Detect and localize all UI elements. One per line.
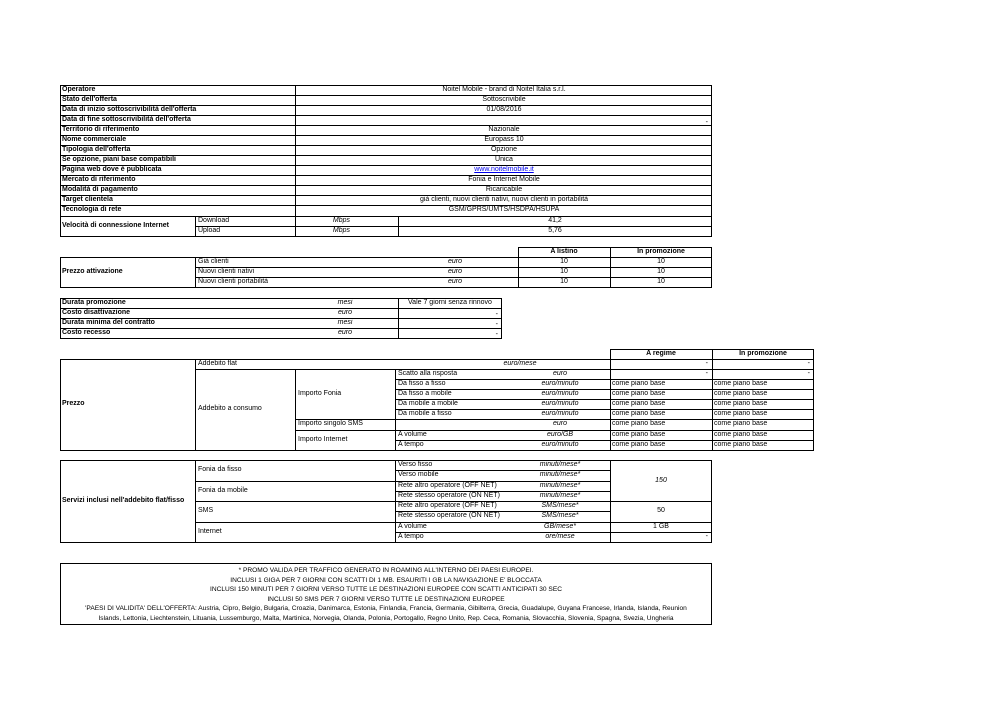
activation-row-promo: 10: [657, 258, 665, 265]
activation-row-promo: 10: [657, 278, 665, 285]
importo-internet-label: Importo Internet: [298, 436, 348, 443]
fonia-mobile-label: Fonia da mobile: [198, 487, 248, 494]
fonia-fisso-label: Fonia da fisso: [198, 466, 242, 473]
info-row-label: Tipologia dell'offerta: [62, 146, 131, 153]
prezzo-row-promo: -: [807, 370, 810, 377]
info-row-value: già clienti, nuovi clienti nativi, nuovi clienti in portabilità: [419, 196, 589, 203]
activation-row-promo: 10: [657, 268, 665, 275]
activation-row-unit: euro: [447, 268, 462, 275]
servizi-row-label: A tempo: [398, 532, 424, 540]
servizi-row-unit: minuti/mese*: [539, 491, 581, 499]
importo-fonia-label: Importo Fonia: [298, 390, 342, 397]
servizi-label: Servizi inclusi nell'addebito flat/fisso: [62, 497, 185, 504]
prezzo-row-label: Scatto alla risposta: [398, 370, 458, 377]
prezzo-row-unit: euro/minuto: [541, 380, 579, 387]
importo-sms-label: Importo singolo SMS: [298, 420, 363, 427]
servizi-row-unit: SMS/mese*: [541, 502, 579, 509]
prezzo-row-unit: euro/minuto: [541, 390, 579, 397]
prezzo-row-label: A volume: [398, 431, 427, 438]
note-line: INCLUSI 150 MINUTI PER 7 GIORNI VERSO TUTTE LE DESTINAZIONI EUROPEE CON SCATTI ANTICIPATI 30 SEC: [210, 586, 562, 593]
prezzo-row-label: Da mobile a mobile: [398, 400, 458, 407]
info-row-label: Nome commerciale: [62, 136, 127, 143]
duration-row-value: Vale 7 giorni senza rinnovo: [408, 299, 492, 306]
prezzo-row-promo: come piano base: [714, 410, 768, 417]
addebito-flat-promo: -: [807, 360, 810, 367]
info-row-value: Nazionale: [488, 126, 520, 133]
duration-row-label: Durata promozione: [62, 299, 126, 306]
duration-row-value: -: [495, 311, 498, 318]
prezzo-row-promo: come piano base: [714, 431, 768, 438]
info-row-value: Ricaricabile: [485, 186, 523, 193]
servizi-row-label: Rete stesso operatore (ON NET): [398, 512, 500, 520]
prezzo-row-promo: come piano base: [714, 400, 768, 407]
info-row-label: Pagina web dove è pubblicata: [62, 166, 162, 173]
info-row-label: Data di inizio sottoscrivibilità dell'offerta: [62, 106, 197, 113]
servizi-row-unit: minuti/mese*: [539, 481, 581, 489]
info-row-label: Stato dell'offerta: [62, 96, 117, 103]
activation-col-listino: A listino: [550, 248, 578, 255]
prezzo-row-regime: come piano base: [612, 420, 666, 427]
download-label: Download: [198, 217, 230, 224]
info-row-label: Mercato di riferimento: [62, 176, 136, 183]
info-row-value: Sottoscrivibile: [482, 96, 526, 103]
info-row-label: Se opzione, piani base compatibili: [62, 156, 176, 163]
prezzo-row-regime: come piano base: [612, 390, 666, 397]
prezzo-row-promo: come piano base: [714, 390, 768, 397]
activation-row-listino: 10: [560, 268, 568, 275]
note-line: 'PAESI DI VALIDITA' DELL'OFFERTA: Austria, Cipro, Belgio, Bulgaria, Croazia, Danimarca, Estonia, Finlandia, Francia, Germania, Gibilterra, Grecia, Guadalupe, Guyana Francese, Irlanda, Islanda, Reunion: [85, 605, 687, 612]
info-row-value: -: [705, 119, 708, 126]
duration-row-unit: euro: [337, 309, 352, 316]
activation-row-label: Già clienti: [198, 258, 229, 265]
info-row-label: Territorio di riferimento: [62, 126, 140, 133]
duration-row-value: -: [495, 331, 498, 338]
prezzo-col-promo: In promozione: [739, 350, 787, 357]
tempo-value: -: [705, 533, 708, 540]
prezzo-row-regime: come piano base: [612, 400, 666, 407]
servizi-row-label: Verso fisso: [398, 461, 433, 468]
duration-row-value: -: [495, 321, 498, 328]
activation-label: Prezzo attivazione: [62, 268, 123, 275]
activation-row-unit: euro: [447, 258, 462, 265]
servizi-row-unit: ore/mese: [545, 532, 575, 540]
prezzo-row-regime: come piano base: [612, 380, 666, 387]
prezzo-row-promo: come piano base: [714, 441, 768, 448]
prezzo-row-regime: come piano base: [612, 431, 666, 438]
download-unit: Mbps: [332, 217, 350, 224]
upload-unit: Mbps: [332, 227, 350, 234]
servizi-row-label: Rete stesso operatore (ON NET): [398, 491, 500, 499]
prezzo-row-regime: -: [705, 370, 708, 377]
prezzo-col-regime: A regime: [646, 350, 676, 357]
addebito-flat-label: Addebito flat: [198, 360, 237, 367]
info-row-label: Modalità di pagamento: [62, 186, 138, 193]
sms-label: SMS: [198, 507, 214, 514]
duration-row-unit: mesi: [337, 299, 353, 306]
duration-row-label: Costo recesso: [62, 329, 111, 336]
servizi-row-unit: GB/mese*: [544, 522, 576, 530]
prezzo-row-unit: euro/minuto: [541, 441, 579, 448]
addebito-consumo-label: Addebito a consumo: [198, 405, 262, 412]
info-row-label: Tecnologia di rete: [62, 206, 122, 213]
prezzo-row-promo: come piano base: [714, 420, 768, 427]
duration-row-unit: mesi: [337, 319, 353, 326]
info-row-value: Noitel Mobile - brand di Noitel Italia s.r.l.: [442, 86, 566, 93]
activation-col-promo: In promozione: [637, 248, 685, 255]
website-link[interactable]: www.noitelmobile.it: [474, 166, 534, 173]
speed-label: Velocità di connessione Internet: [62, 222, 169, 229]
info-row-label: Data di fine sottoscrivibilità dell'offerta: [62, 116, 191, 123]
addebito-flat-regime: -: [705, 360, 708, 367]
info-row-value: Fonia e Internet Mobile: [468, 176, 540, 183]
info-row-value: Europass 10: [484, 136, 524, 143]
prezzo-row-unit: euro: [552, 420, 567, 427]
activation-row-label: Nuovi clienti nativi: [198, 268, 255, 275]
info-row-value: Opzione: [490, 146, 518, 153]
note-line: * PROMO VALIDA PER TRAFFICO GENERATO IN ROAMING ALL'INTERNO DEI PAESI EUROPEI.: [238, 567, 534, 574]
prezzo-row-regime: come piano base: [612, 410, 666, 417]
prezzo-row-regime: come piano base: [612, 441, 666, 448]
note-line: Islands, Lettonia, Liechtenstein, Lituania, Lussemburgo, Malta, Martinica, Norvegia, Olanda, Polonia, Portogallo, Regno Unito, Rep. Ceca, Romania, Slovacchia, Slovenia, Spagna, Svezia, Ungheria: [98, 614, 674, 622]
prezzo-row-label: Da fisso a mobile: [398, 390, 452, 397]
servizi-row-label: A volume: [398, 522, 427, 530]
prezzo-row-unit: euro/GB: [546, 431, 574, 438]
prezzo-row-unit: euro: [552, 370, 567, 377]
duration-row-unit: euro: [337, 329, 352, 336]
minuti-value: 150: [655, 477, 667, 484]
activation-row-listino: 10: [560, 278, 568, 285]
gb-value: 1 GB: [653, 523, 669, 530]
internet-label: Internet: [198, 528, 222, 535]
prezzo-row-unit: euro/minuto: [541, 410, 579, 417]
servizi-row-label: Verso mobile: [398, 471, 439, 479]
activation-row-listino: 10: [560, 258, 568, 265]
info-row-value: GSM/GPRS/UMTS/HSDPA/HSUPA: [448, 206, 560, 213]
servizi-row-label: Rete altro operatore (OFF NET): [398, 481, 497, 489]
prezzo-row-promo: come piano base: [714, 380, 768, 387]
servizi-row-label: Rete altro operatore (OFF NET): [398, 502, 497, 509]
info-row-value: Unica: [495, 156, 513, 163]
prezzo-row-label: A tempo: [398, 441, 424, 448]
prezzo-row-label: Da mobile a fisso: [398, 410, 452, 417]
upload-label: Upload: [198, 227, 221, 234]
note-line: INCLUSI 50 SMS PER 7 GIORNI VERSO TUTTE LE DESTINAZIONI EUROPEE: [267, 595, 505, 603]
addebito-flat-unit: euro/mese: [503, 360, 537, 367]
servizi-row-unit: minuti/mese*: [539, 471, 581, 479]
upload-value: 5,76: [548, 227, 562, 234]
prezzo-row-unit: euro/minuto: [541, 400, 579, 407]
info-row-label: Operatore: [62, 86, 96, 93]
activation-row-label: Nuovi clienti portabilità: [198, 278, 269, 285]
sms-value: 50: [657, 507, 665, 514]
activation-row-unit: euro: [447, 278, 462, 285]
servizi-row-unit: SMS/mese*: [541, 512, 579, 520]
prezzo-row-label: Da fisso a fisso: [398, 380, 446, 387]
duration-row-label: Durata minima del contratto: [62, 319, 155, 326]
servizi-row-unit: minuti/mese*: [539, 461, 581, 468]
info-row-label: Target clientela: [62, 196, 113, 203]
prezzo-label: Prezzo: [62, 400, 85, 407]
info-row-value: 01/08/2016: [486, 106, 522, 113]
duration-row-label: Costo disattivazione: [62, 309, 131, 316]
note-line: INCLUSI 1 GIGA PER 7 GIORNI CON SCATTI DI 1 MB. ESAURITI I GB LA NAVIGAZIONE E' BLOCCATA: [230, 576, 542, 584]
download-value: 41,2: [548, 217, 562, 224]
